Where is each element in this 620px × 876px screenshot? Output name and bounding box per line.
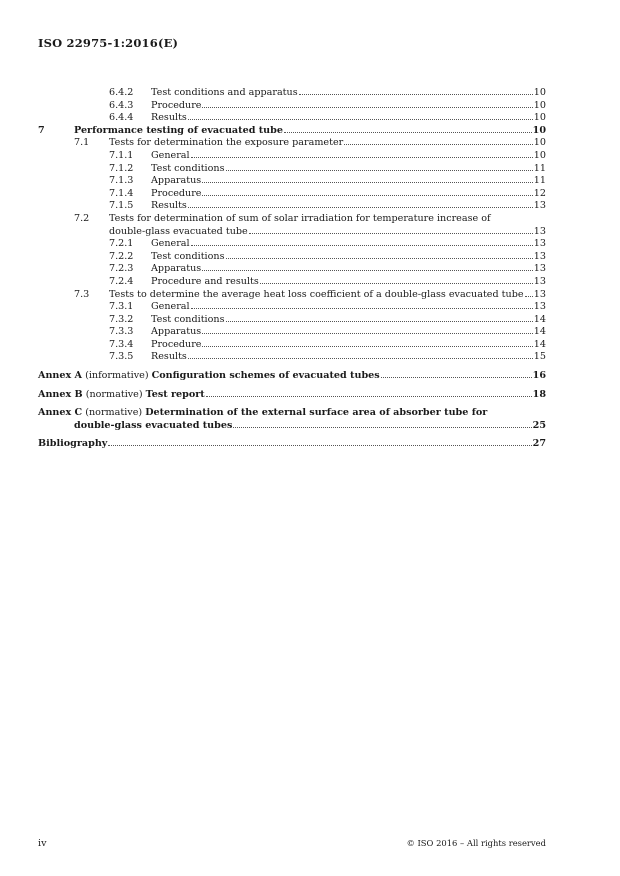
toc-page: 25	[532, 419, 546, 431]
toc-title: Bibliography	[38, 438, 108, 450]
toc-number: 6.4.2	[109, 87, 134, 98]
toc-entry-7-2-4[interactable]	[38, 276, 546, 289]
toc-title: Apparatus	[151, 263, 202, 275]
dot-leader	[191, 156, 533, 158]
toc-number: 7.1.3	[109, 175, 134, 187]
toc-entry-7-3-4[interactable]	[38, 339, 546, 352]
toc-entry-7-3-1[interactable]	[38, 301, 546, 314]
toc-title: Test conditions	[151, 313, 225, 325]
toc-title: Tests to determine the average heat loss coefficient of a double-glass evacuated tube	[109, 288, 524, 300]
toc-page: 14	[533, 326, 546, 338]
toc-number: 7.1.2	[109, 162, 134, 174]
toc-entry-7-2-1[interactable]	[38, 238, 546, 251]
annex-type: (normative)	[85, 388, 143, 400]
toc-title: Tests for determination the exposure parameter	[109, 137, 344, 149]
footer-copyright: © ISO 2016 – All rights reserved	[406, 838, 546, 848]
dot-leader	[202, 332, 533, 334]
toc-entry-6-4-2[interactable]	[38, 87, 546, 100]
toc-entry-7-1[interactable]	[38, 137, 546, 150]
dot-leader	[206, 395, 532, 397]
toc-page: 18	[532, 388, 546, 400]
toc-number: 6.4.3	[109, 99, 134, 111]
toc-number: 7.3.4	[109, 338, 134, 350]
toc-entry-6-4-3[interactable]	[38, 100, 546, 113]
toc-page: 13	[533, 238, 546, 250]
toc-page: 13	[533, 263, 546, 275]
toc-number: 7.3.1	[109, 301, 134, 313]
annex-title-continued: double-glass evacuated tubes	[74, 419, 233, 431]
toc-number: 7	[38, 124, 45, 136]
toc-entry-annex-c[interactable]	[38, 407, 546, 432]
toc-title: Test conditions	[151, 162, 225, 174]
document-id-header: ISO 22975-1:2016(E)	[38, 36, 179, 50]
toc-number: 7.1.5	[109, 200, 134, 212]
toc-page: 10	[532, 124, 546, 136]
toc-number: 7.2.2	[109, 250, 134, 262]
toc-number: 7.1	[74, 137, 90, 149]
toc-page: 10	[533, 87, 546, 98]
annex-title: Determination of the external surface area of absorber tube for	[145, 407, 488, 419]
dot-leader	[202, 194, 532, 196]
toc-entry-7-3-5[interactable]	[38, 351, 546, 364]
toc-title: General	[151, 149, 190, 161]
annex-type: (informative)	[85, 370, 149, 382]
toc-entry-7-1-5[interactable]	[38, 200, 546, 213]
toc-entry-7-2-2[interactable]	[38, 251, 546, 264]
toc-entry-continuation	[38, 226, 546, 239]
toc-entry-7[interactable]	[38, 125, 546, 138]
table-of-contents	[38, 87, 546, 451]
toc-number: 7.1.4	[109, 187, 134, 199]
dot-leader	[344, 143, 533, 145]
annex-label: Annex A	[38, 370, 83, 382]
toc-page: 13	[533, 275, 546, 287]
toc-number: 7.3.5	[109, 351, 134, 363]
dot-leader	[525, 295, 533, 297]
toc-entry-7-1-4[interactable]	[38, 188, 546, 201]
dot-leader	[202, 106, 532, 108]
dot-leader	[284, 131, 532, 133]
toc-entry-7-2[interactable]	[38, 213, 546, 238]
toc-page: 13	[533, 301, 546, 313]
toc-page: 10	[533, 99, 546, 111]
toc-title: General	[151, 238, 190, 250]
dot-leader	[202, 269, 533, 271]
dot-leader	[188, 206, 533, 208]
annex-type: (normative)	[85, 407, 143, 419]
toc-entry-7-3[interactable]	[38, 289, 546, 302]
toc-title: Results	[151, 351, 187, 363]
toc-number: 7.1.1	[109, 149, 134, 161]
toc-entry-7-1-1[interactable]	[38, 150, 546, 163]
toc-title: Performance testing of evacuated tube	[74, 124, 283, 136]
toc-number: 7.3	[74, 288, 90, 300]
toc-page: 10	[533, 137, 546, 149]
dot-leader	[299, 93, 533, 95]
toc-entry-7-1-2[interactable]	[38, 163, 546, 176]
toc-title: Procedure	[151, 338, 202, 350]
dot-leader	[191, 307, 533, 309]
dot-leader	[108, 444, 531, 446]
toc-number: 7.3.2	[109, 313, 134, 325]
toc-page: 14	[533, 313, 546, 325]
toc-title: General	[151, 301, 190, 313]
toc-number: 7.2	[74, 212, 90, 224]
toc-entry-annex-a[interactable]	[38, 370, 546, 383]
toc-page: 11	[533, 162, 546, 174]
dot-leader	[226, 257, 533, 259]
dot-leader	[226, 320, 533, 322]
annex-title: Configuration schemes of evacuated tubes	[151, 370, 380, 382]
dot-leader	[381, 376, 532, 378]
toc-entry-line	[38, 213, 546, 226]
toc-title: Test conditions and apparatus	[151, 87, 298, 98]
toc-number: 7.2.4	[109, 275, 134, 287]
toc-page: 13	[533, 288, 546, 300]
dot-leader	[226, 169, 533, 171]
toc-title: Test conditions	[151, 250, 225, 262]
toc-number: 6.4.4	[109, 112, 134, 124]
toc-number: 7.2.1	[109, 238, 134, 250]
toc-page: 10	[533, 112, 546, 124]
dot-leader	[202, 345, 532, 347]
annex-title: Test report	[145, 388, 205, 400]
toc-page: 14	[533, 338, 546, 350]
toc-entry-7-2-3[interactable]	[38, 263, 546, 276]
annex-label: Annex C	[38, 407, 83, 419]
toc-number: 7.3.3	[109, 326, 134, 338]
toc-page: 13	[533, 250, 546, 262]
toc-title-continued: double-glass evacuated tube	[109, 225, 248, 237]
toc-page: 13	[533, 225, 546, 237]
toc-page: 11	[533, 175, 546, 187]
toc-entry-bibliography[interactable]	[38, 438, 546, 451]
toc-number: 7.2.3	[109, 263, 134, 275]
toc-title: Results	[151, 112, 187, 124]
toc-title: Results	[151, 200, 187, 212]
dot-leader	[188, 118, 533, 120]
dot-leader	[191, 244, 533, 246]
toc-title: Procedure	[151, 187, 202, 199]
toc-entry-annex-b[interactable]	[38, 389, 546, 402]
toc-title: Procedure and results	[151, 275, 259, 287]
toc-page: 13	[533, 200, 546, 212]
toc-title: Apparatus	[151, 326, 202, 338]
footer-page-number: iv	[38, 838, 47, 849]
toc-page: 16	[532, 370, 546, 382]
toc-page: 12	[533, 187, 546, 199]
toc-title: Apparatus	[151, 175, 202, 187]
dot-leader	[233, 426, 531, 428]
toc-title: Tests for determination of sum of solar irradiation for temperature increase of	[109, 212, 491, 224]
toc-entry-7-3-3[interactable]	[38, 326, 546, 339]
toc-page: 15	[533, 351, 546, 363]
annex-label: Annex B	[38, 388, 83, 400]
toc-title: Procedure	[151, 99, 202, 111]
dot-leader	[260, 282, 533, 284]
toc-entry-7-1-3[interactable]	[38, 175, 546, 188]
dot-leader	[188, 357, 533, 359]
toc-page: 10	[533, 149, 546, 161]
toc-entry-7-3-2[interactable]	[38, 314, 546, 327]
toc-entry-6-4-4[interactable]	[38, 112, 546, 125]
dot-leader	[202, 181, 533, 183]
dot-leader	[249, 232, 533, 234]
toc-page: 27	[532, 438, 546, 450]
